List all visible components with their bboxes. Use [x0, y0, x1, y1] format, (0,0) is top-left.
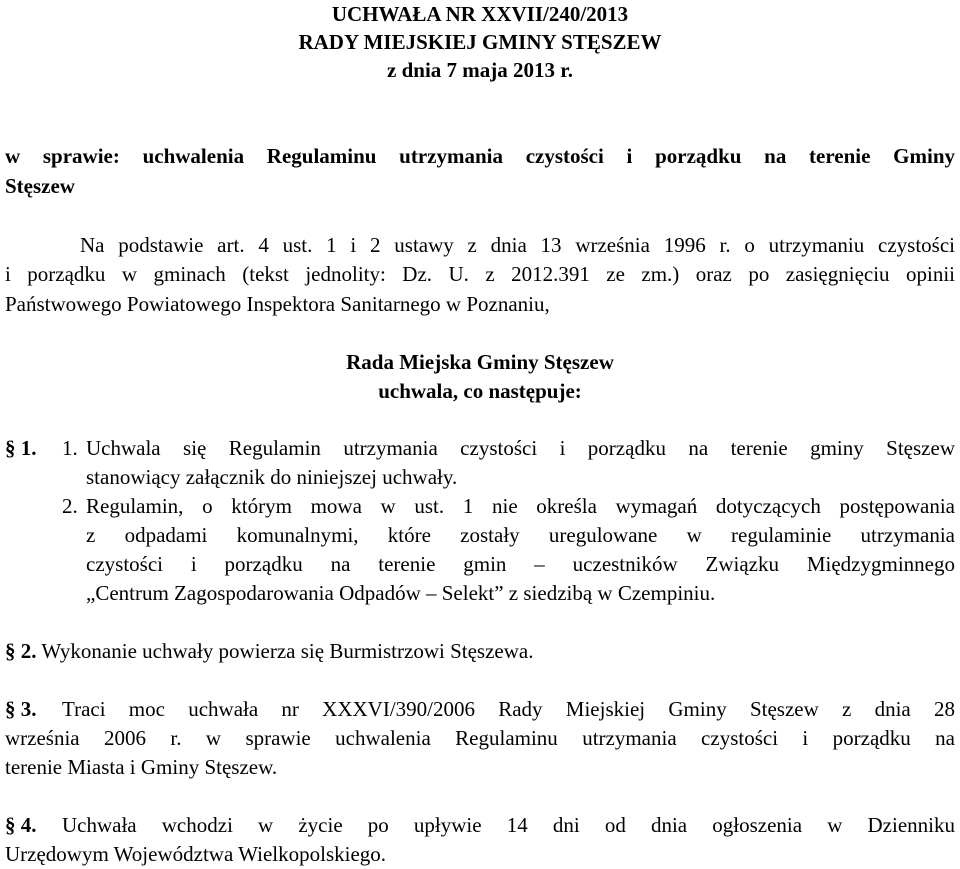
section-4-symbol: [5, 811, 37, 840]
section-symbol: §: [5, 697, 16, 721]
section-symbol: §: [5, 436, 16, 460]
section-1-item-1-line-1: Uchwala się Regulamin utrzymania czystości i porządku na terenie gminy Stęszew: [86, 436, 955, 460]
subject-line-1: w sprawie: uchwalenia Regulaminu utrzymania czystości i porządku na terenie Gminy: [5, 144, 955, 168]
section-4-line-1: Uchwała wchodzi w życie po upływie 14 dni od dnia ogłoszenia w Dzienniku: [62, 813, 955, 837]
section-3-line-1: Traci moc uchwała nr XXXVI/390/2006 Rady Miejskiej Gminy Stęszew z dnia 28: [62, 697, 955, 721]
section-2-text: Wykonanie uchwały powierza się Burmistrzowi Stęszewa.: [41, 639, 534, 663]
section-symbol: §: [5, 639, 16, 663]
enactment-clause: uchwala, co następuje:: [378, 379, 582, 403]
section-1-item-1-line-2: stanowiący załącznik do niniejszej uchwały.: [86, 465, 458, 489]
section-2-number: 2.: [20, 639, 37, 663]
section-1-item-2-line-3: czystości i porządku na terenie gmin – uczestników Związku Międzygminnego: [86, 552, 955, 576]
resolution-title: UCHWAŁA NR XXVII/240/2013: [331, 2, 629, 26]
section-1-number: 1.: [20, 436, 37, 460]
section-3-line-3: terenie Miasta i Gminy Stęszew.: [5, 755, 278, 779]
section-3-symbol: [5, 695, 37, 724]
council-name-title: RADY MIEJSKIEJ GMINY STĘSZEW: [298, 30, 662, 54]
section-1-item-2-number: 2.: [62, 494, 78, 518]
council-heading: Rada Miejska Gminy Stęszew: [346, 350, 614, 374]
section-4-line-2: Urzędowym Województwa Wielkopolskiego.: [5, 842, 387, 866]
resolution-date: z dnia 7 maja 2013 r.: [387, 58, 573, 82]
subject-line-2: Stęszew: [5, 174, 75, 198]
section-1-symbol: [5, 434, 37, 463]
section-symbol: §: [5, 813, 16, 837]
preamble-line-1: Na podstawie art. 4 ust. 1 i 2 ustawy z dnia 13 września 1996 r. o utrzymaniu czystości: [80, 233, 955, 257]
section-3-line-2: września 2006 r. w sprawie uchwalenia Regulaminu utrzymania czystości i porządku na: [5, 726, 955, 750]
section-1-item-2-line-2: z odpadami komunalnymi, które zostały uregulowane w regulaminie utrzymania: [86, 523, 955, 547]
section-3-number: 3.: [20, 697, 37, 721]
section-1-item-2-line-4: „Centrum Zagospodarowania Odpadów – Selekt” z siedzibą w Czempiniu.: [86, 581, 716, 605]
section-4-number: 4.: [20, 813, 37, 837]
section-1-item-2-line-1: Regulamin, o którym mowa w ust. 1 nie określa wymagań dotyczących postępowania: [86, 494, 955, 518]
section-2: [5, 637, 533, 666]
preamble-line-3: Państwowego Powiatowego Inspektora Sanitarnego w Poznaniu,: [5, 292, 550, 316]
preamble-line-2: i porządku w gminach (tekst jednolity: Dz. U. z 2012.391 ze zm.) oraz po zasięgnięciu opinii: [5, 262, 955, 286]
section-1-item-1-number: 1.: [62, 436, 78, 460]
